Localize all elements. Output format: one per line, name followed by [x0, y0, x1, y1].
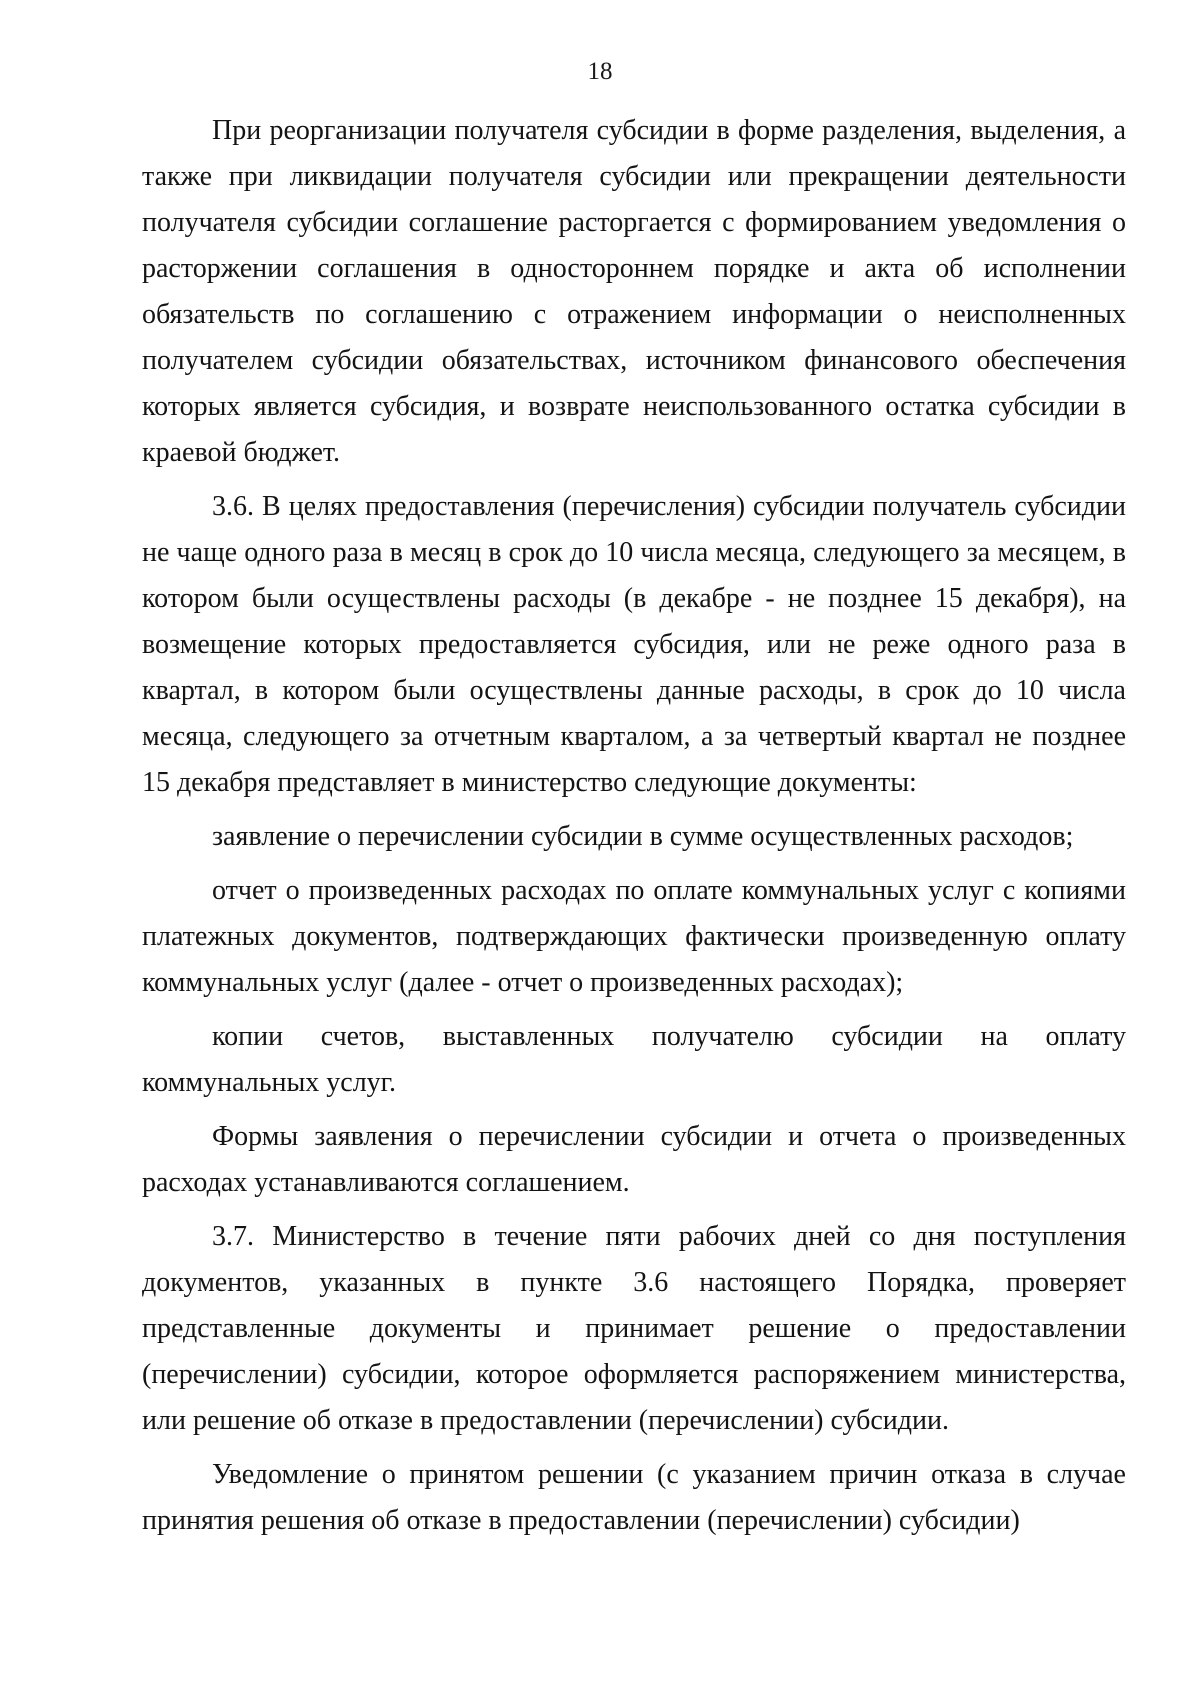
page-number: 18 [587, 58, 613, 85]
paragraph-notification: Уведомление о принятом решении (с указанием причин отказа в случае принятия решения об отказе в предоставлении (перечислении) субсидии) [142, 1459, 1126, 1536]
list-item-application: заявление о перечислении субсидии в сумме осуществленных расходов; [212, 821, 1074, 852]
document-body [142, 108, 1126, 1544]
paragraph-clause-3-6: 3.6. В целях предоставления (перечисления) субсидии получатель субсидии не чаще одного раза в месяц в срок до 10 числа месяца, следующего за месяцем, в котором были осуществлены расходы (в декабре - не позднее 15 декабря), на возмещение которых предоставляется субсидия, или не реже одного раза в квартал, в котором были осуществлены данные расходы, в срок до 10 числа месяца, следующего за отчетным кварталом, а за четвертый квартал не позднее 15 декабря представляет в министерство следующие документы: [142, 491, 1126, 798]
paragraph-clause-3-7: 3.7. Министерство в течение пяти рабочих дней со дня поступления документов, указанных в пункте 3.6 настоящего Порядка, проверяет представленные документы и принимает решение о предоставлении (перечислении) субсидии, которое оформляется распоряжением министерства, или решение об отказе в предоставлении (перечислении) субсидии. [142, 1221, 1126, 1436]
list-item-invoice-copies: копии счетов, выставленных получателю субсидии на оплату коммунальных услуг. [142, 1021, 1126, 1098]
paragraph-forms: Формы заявления о перечислении субсидии и отчета о произведенных расходах устанавливаются соглашением. [142, 1121, 1126, 1198]
list-item-expense-report: отчет о произведенных расходах по оплате коммунальных услуг с копиями платежных документов, подтверждающих фактически произведенную оплату коммунальных услуг (далее - отчет о произведенных расходах); [142, 875, 1126, 998]
paragraph-reorganization: При реорганизации получателя субсидии в форме разделения, выделения, а также при ликвидации получателя субсидии или прекращении деятельности получателя субсидии соглашение расторгается с формированием уведомления о расторжении соглашения в одностороннем порядке и акта об исполнении обязательств по соглашению с отражением информации о неисполненных получателем субсидии обязательствах, источником финансового обеспечения которых является субсидия, и возврате неиспользованного остатка субсидии в краевой бюджет. [142, 115, 1126, 468]
